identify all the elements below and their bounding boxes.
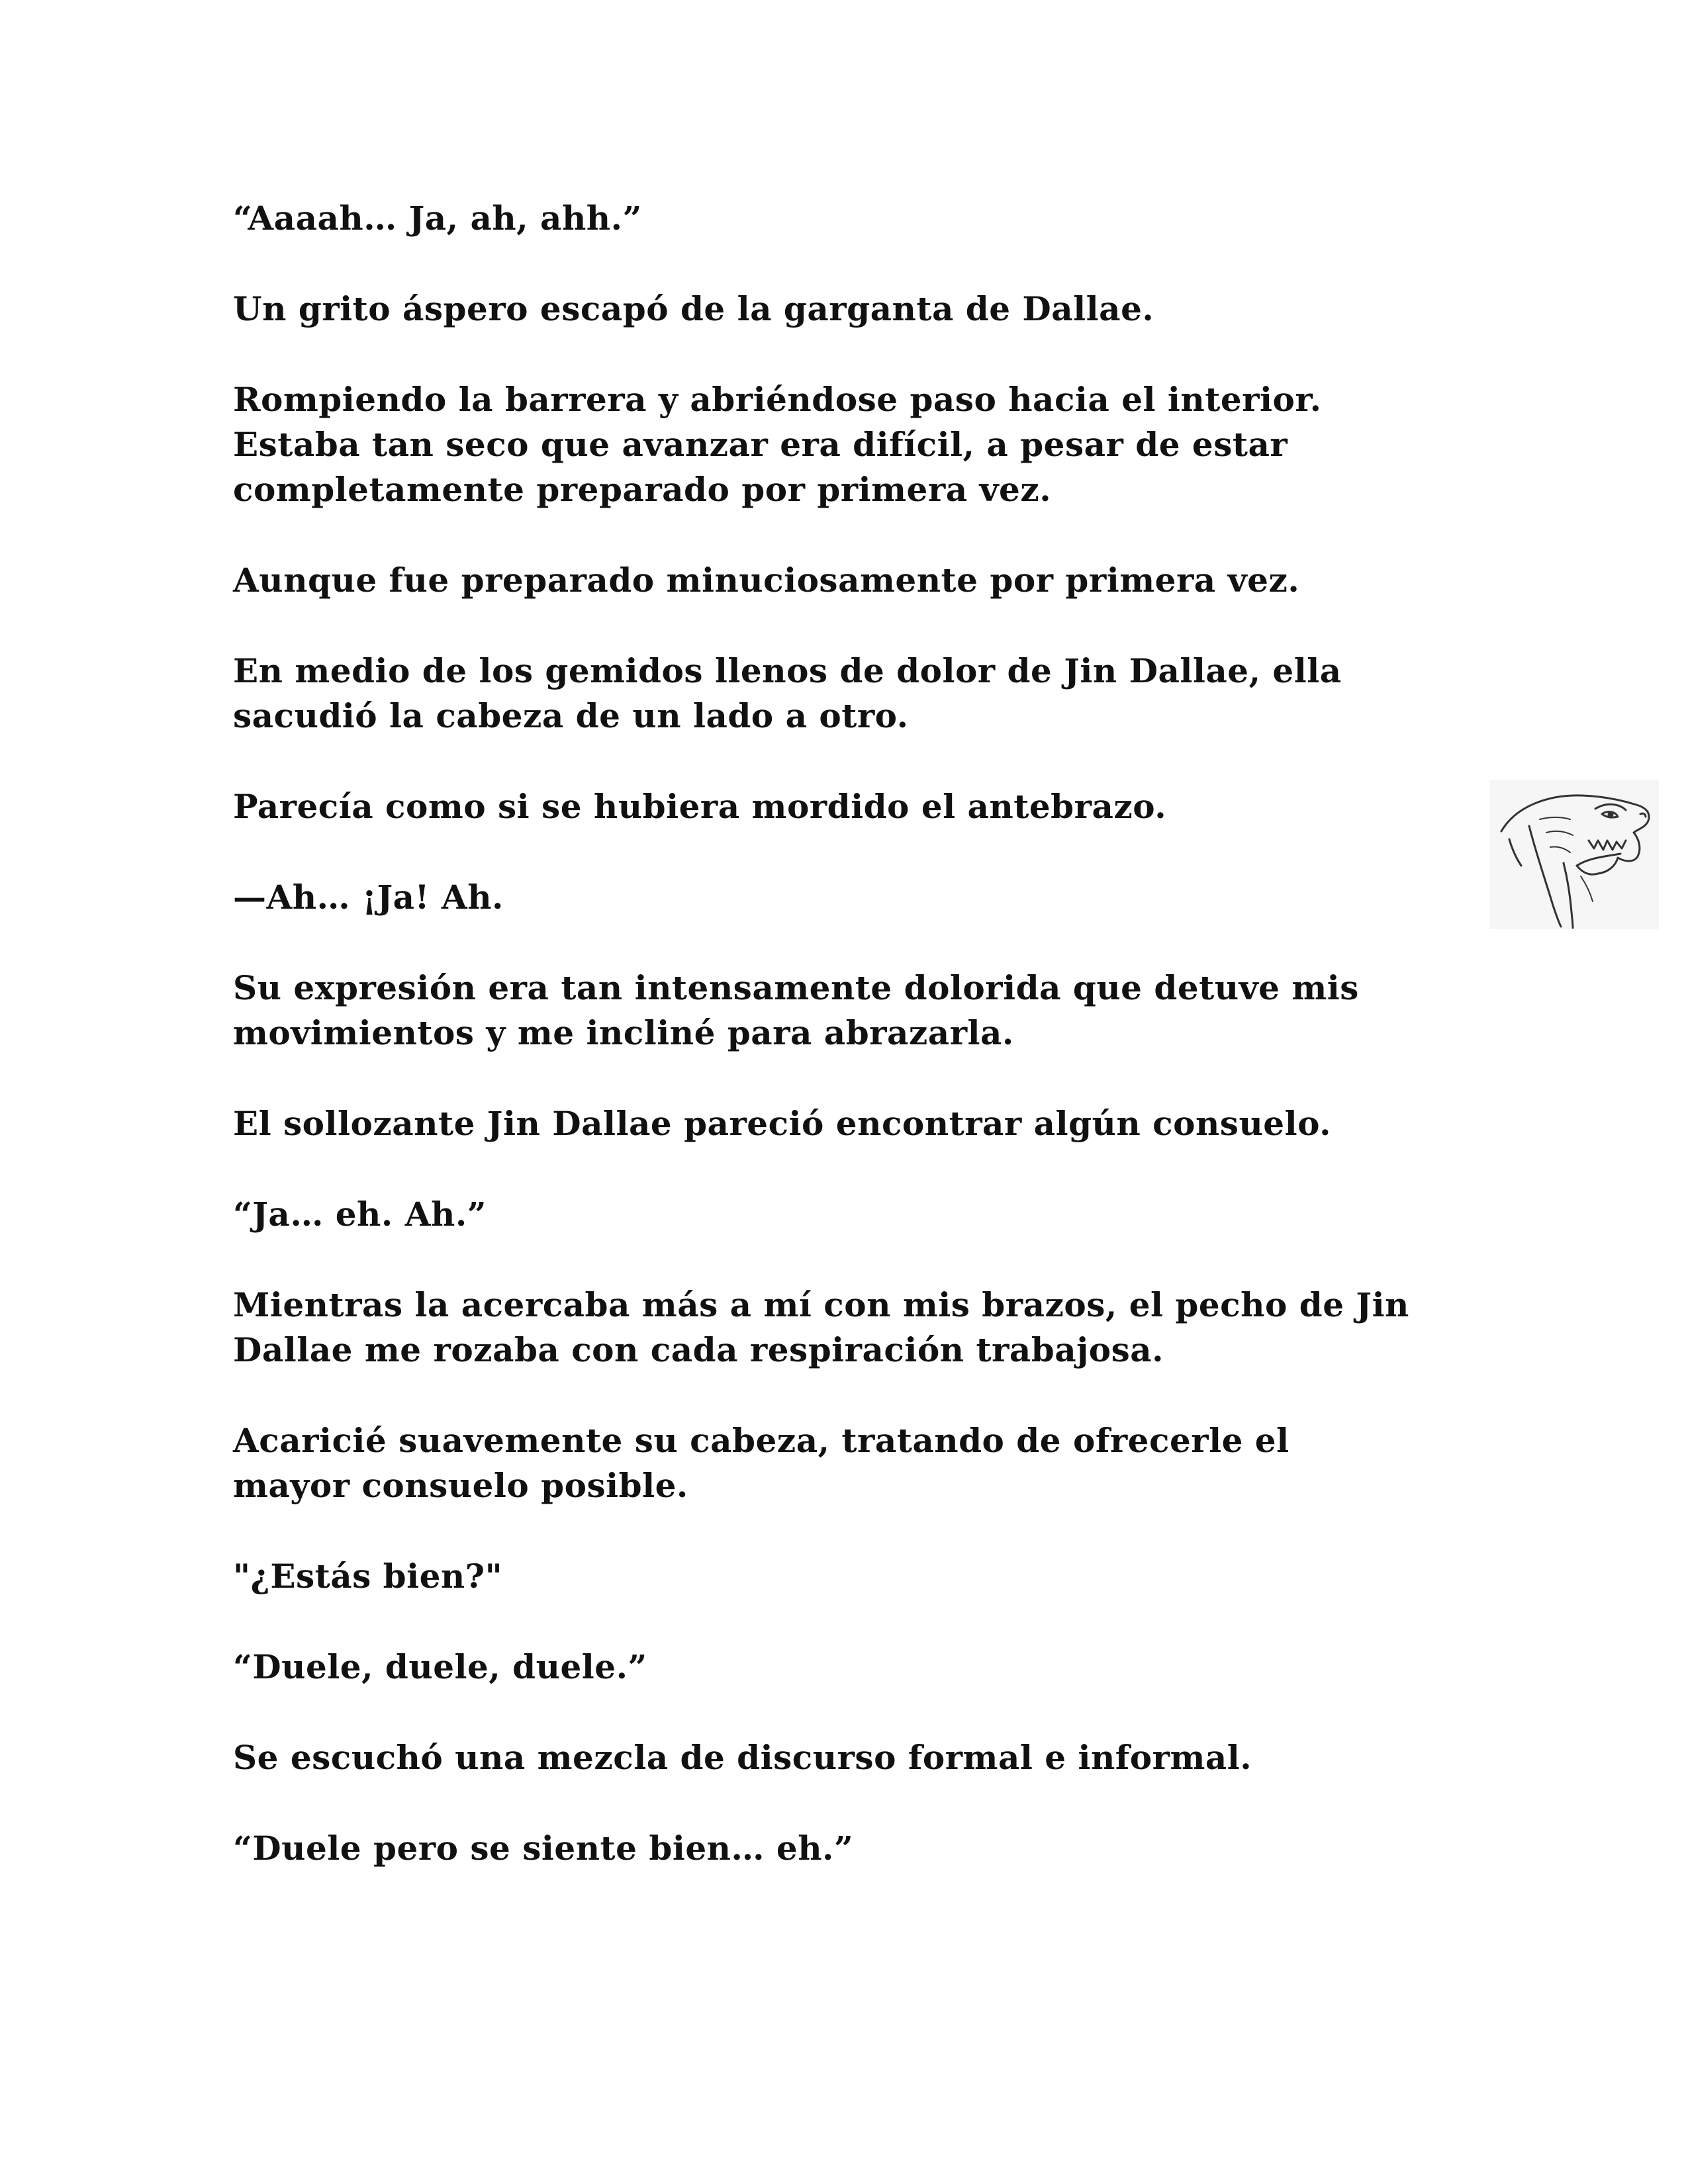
- paragraph: “Ja… eh. Ah.”: [233, 1195, 487, 1234]
- paragraph: “Duele, duele, duele.”: [233, 1647, 647, 1686]
- document-body: [233, 196, 1464, 1917]
- paragraph: "¿Estás bien?": [233, 1557, 503, 1596]
- paragraph: Parecía como si se hubiera mordido el antebrazo.: [233, 787, 1167, 826]
- paragraph: —Ah… ¡Ja! Ah.: [233, 878, 504, 917]
- paragraph: Acaricié suavemente su cabeza, tratando de ofrecerle el mayor consuelo posible.: [233, 1421, 1289, 1505]
- paragraph: “Duele pero se siente bien… eh.”: [233, 1829, 854, 1868]
- dinosaur-head-sketch-icon: [1489, 780, 1659, 929]
- paragraph: “Aaaah… Ja, ah, ahh.”: [233, 199, 642, 238]
- paragraph: Un grito áspero escapó de la garganta de Dallae.: [233, 289, 1154, 328]
- paragraph: En medio de los gemidos llenos de dolor de Jin Dallae, ella sacudió la cabeza de un lado a otro.: [233, 651, 1342, 735]
- paragraph: Aunque fue preparado minuciosamente por primera vez.: [233, 561, 1300, 600]
- paragraph: Se escuchó una mezcla de discurso formal e informal.: [233, 1738, 1252, 1777]
- paragraph: Rompiendo la barrera y abriéndose paso hacia el interior. Estaba tan seco que avanzar era difícil, a pesar de estar completamente preparado por primera vez.: [233, 380, 1322, 509]
- paragraph: Su expresión era tan intensamente dolorida que detuve mis movimientos y me incliné para abrazarla.: [233, 968, 1359, 1052]
- paragraph: Mientras la acercaba más a mí con mis brazos, el pecho de Jin Dallae me rozaba con cada respiración trabajosa.: [233, 1285, 1409, 1369]
- paragraph: El sollozante Jin Dallae pareció encontrar algún consuelo.: [233, 1104, 1331, 1143]
